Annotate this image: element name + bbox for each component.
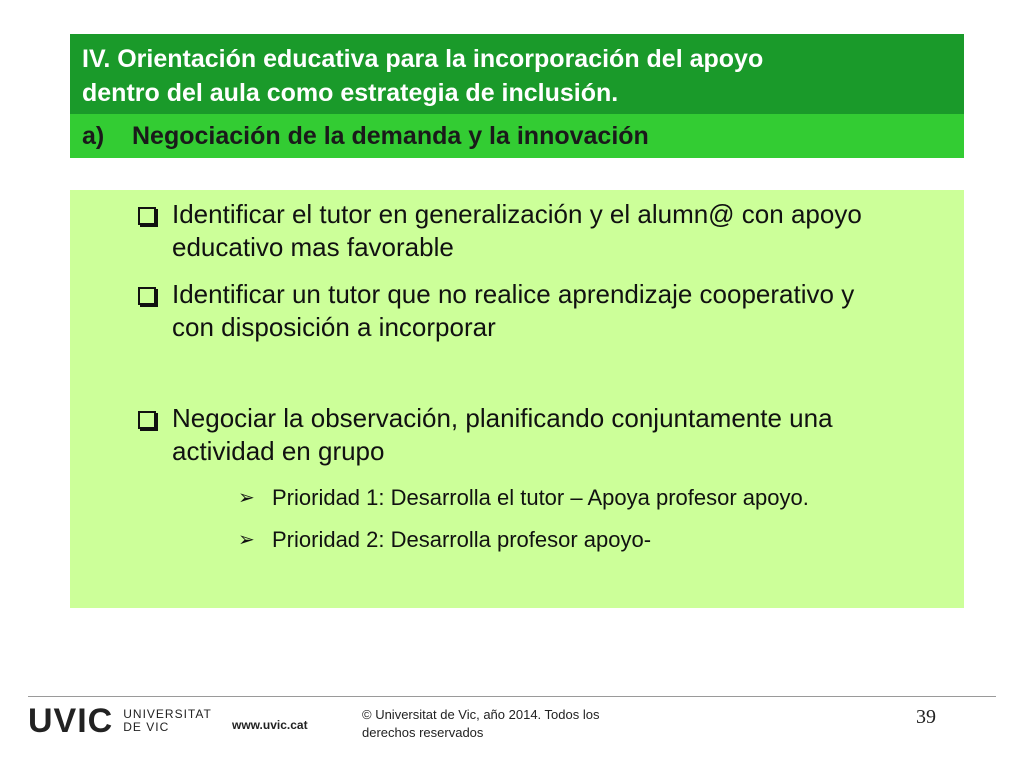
footer-url: www.uvic.cat: [232, 718, 308, 732]
sub-bullet-item: [238, 483, 809, 513]
sub-bullet-item: [238, 525, 651, 555]
bullet-item: [134, 402, 934, 468]
footer-divider: [28, 696, 996, 697]
bullet-line: con disposición a incorporar: [172, 312, 496, 342]
uvic-logo-line1: UNIVERSITAT: [123, 707, 212, 721]
copyright-line1: © Universitat de Vic, año 2014. Todos los: [362, 707, 600, 722]
content-box: [70, 190, 964, 608]
bullet-item: [134, 198, 934, 264]
bullet-line: Identificar el tutor en generalización y el alumn@ con apoyo: [172, 199, 862, 229]
title-bar: [70, 34, 964, 114]
bullet-line: actividad en grupo: [172, 436, 385, 466]
footer-copyright: [362, 706, 642, 742]
uvic-logo-name: [123, 708, 212, 734]
bullet-text: [172, 278, 854, 344]
subtitle-letter: a): [82, 121, 105, 150]
uvic-logo-line2: DE VIC: [123, 720, 170, 734]
subtitle-bar: [70, 114, 964, 158]
bullet-text: [172, 198, 862, 264]
sub-bullet-text: Prioridad 1: Desarrolla el tutor – Apoya profesor apoyo.: [272, 485, 809, 510]
slide-title-line2: dentro del aula como estrategia de inclusión.: [82, 79, 619, 107]
slide-title-line1: IV. Orientación educativa para la incorporación del apoyo: [82, 45, 764, 73]
bullet-line: Identificar un tutor que no realice aprendizaje cooperativo y: [172, 279, 855, 309]
arrow-right-icon: ➢: [238, 487, 255, 509]
checkbox-square-icon: [138, 411, 156, 429]
page-number: 39: [916, 706, 936, 728]
checkbox-square-icon: [138, 287, 156, 305]
bullet-item: [134, 278, 934, 344]
slide-subtitle: Negociación de la demanda y la innovación: [132, 121, 649, 150]
uvic-logo: [28, 702, 212, 740]
bullet-line: educativo mas favorable: [172, 232, 454, 262]
uvic-logo-mark: UVIC: [28, 702, 114, 740]
bullet-text: [172, 402, 833, 468]
bullet-line: Negociar la observación, planificando conjuntamente una: [172, 403, 833, 433]
checkbox-square-icon: [138, 207, 156, 225]
sub-bullet-text: Prioridad 2: Desarrolla profesor apoyo-: [272, 527, 652, 552]
arrow-right-icon: ➢: [238, 529, 255, 551]
copyright-line2: derechos reservados: [362, 725, 484, 740]
